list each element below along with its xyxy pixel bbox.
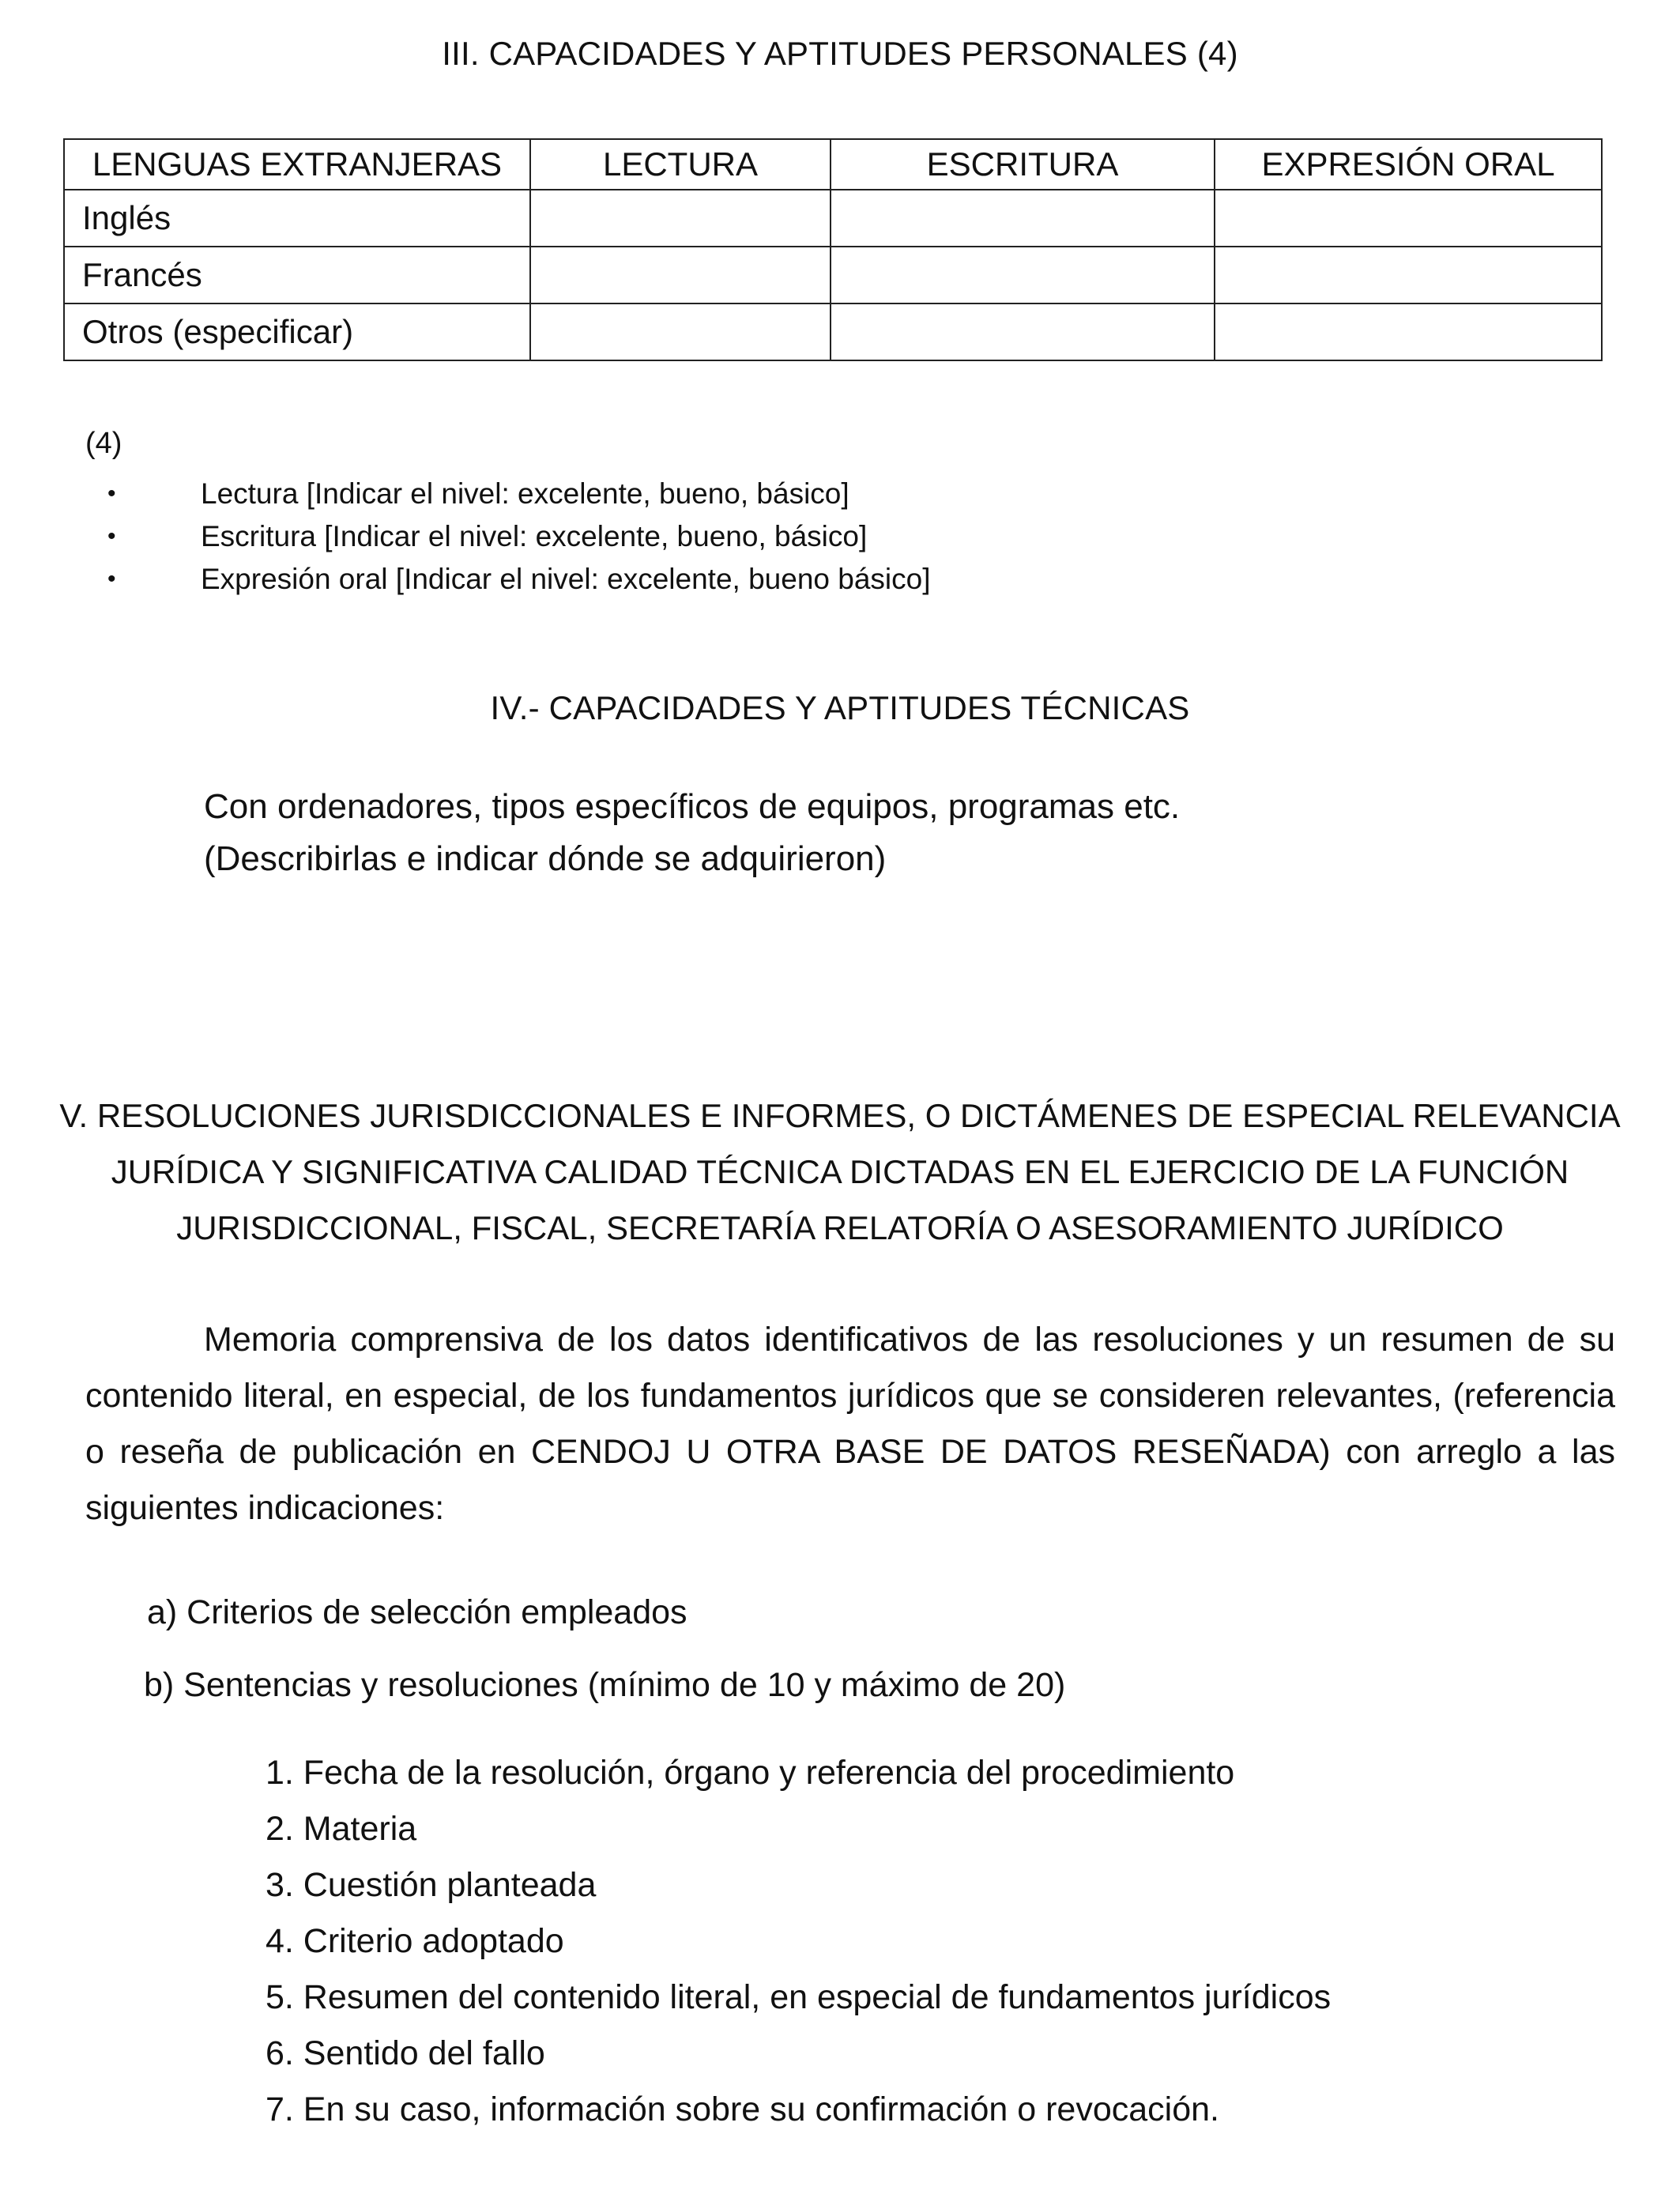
table-cell xyxy=(1215,303,1602,360)
table-cell xyxy=(831,303,1215,360)
list-item xyxy=(87,473,930,515)
section3-title: III. CAPACIDADES Y APTITUDES PERSONALES (4) xyxy=(442,35,1238,72)
languages-table xyxy=(63,138,1603,361)
list-item: 2. Materia xyxy=(266,1810,417,1848)
language-cell: Francés xyxy=(64,247,530,303)
paragraph-text: Memoria comprensiva de los datos identificativos de las resoluciones y un resumen de su contenido literal, en especial, de los fundamentos jurídicos que se consideren relevantes, (referencia o reseña de publicación en CENDOJ U OTRA BASE DE DATOS RESEÑADA) con arreglo a las siguientes indicaciones: xyxy=(85,1321,1615,1527)
language-cell: Otros (especificar) xyxy=(64,303,530,360)
language-cell: Inglés xyxy=(64,190,530,247)
list-item: 3. Cuestión planteada xyxy=(266,1866,597,1904)
list-item: 1. Fecha de la resolución, órgano y referencia del procedimiento xyxy=(266,1754,1235,1792)
bullet-icon: • xyxy=(107,566,116,592)
criterion-b: b) Sentencias y resoluciones (mínimo de 10 y máximo de 20) xyxy=(144,1666,1066,1704)
level-notes-list xyxy=(87,473,930,601)
column-header: ESCRITURA xyxy=(831,139,1215,190)
table-cell xyxy=(831,247,1215,303)
bullet-icon: • xyxy=(107,523,116,549)
list-item: 7. En su caso, información sobre su confirmación o revocación. xyxy=(266,2090,1219,2128)
table-cell xyxy=(1215,190,1602,247)
section5-paragraph xyxy=(85,1312,1615,1536)
section5-title xyxy=(0,1088,1680,1256)
column-header: EXPRESIÓN ORAL xyxy=(1215,139,1602,190)
table-cell xyxy=(1215,247,1602,303)
table-header-row xyxy=(64,139,1602,190)
list-item: 4. Criterio adoptado xyxy=(266,1922,564,1960)
section5-title-line: JURISDICCIONAL, FISCAL, SECRETARÍA RELATORÍA O ASESORAMIENTO JURÍDICO xyxy=(176,1209,1504,1246)
section5-title-line: V. RESOLUCIONES JURISDICCIONALES E INFORMES, O DICTÁMENES DE ESPECIAL RELEVANCIA xyxy=(59,1097,1621,1134)
table-cell xyxy=(831,190,1215,247)
table-row xyxy=(64,190,1602,247)
resolution-fields-list xyxy=(266,1745,1331,2138)
list-item: 5. Resumen del contenido literal, en especial de fundamentos jurídicos xyxy=(266,1978,1332,2016)
table-row xyxy=(64,247,1602,303)
list-item: 6. Sentido del fallo xyxy=(266,2034,545,2072)
note-text: Escritura [Indicar el nivel: excelente, bueno, básico] xyxy=(201,520,868,552)
column-header: LENGUAS EXTRANJERAS xyxy=(64,139,530,190)
table-cell xyxy=(530,247,831,303)
note-text: Expresión oral [Indicar el nivel: excelente, bueno básico] xyxy=(201,563,931,595)
section5-title-line: JURÍDICA Y SIGNIFICATIVA CALIDAD TÉCNICA DICTADAS EN EL EJERCICIO DE LA FUNCIÓN xyxy=(111,1153,1569,1190)
section4-title: IV.- CAPACIDADES Y APTITUDES TÉCNICAS xyxy=(490,689,1190,726)
section4-line-1: Con ordenadores, tipos específicos de equipos, programas etc. xyxy=(204,787,1181,826)
table-cell xyxy=(530,190,831,247)
section4-line-2: (Describirlas e indicar dónde se adquirieron) xyxy=(204,839,887,878)
list-item xyxy=(87,558,930,601)
criterion-a: a) Criterios de selección empleados xyxy=(147,1593,687,1631)
bullet-icon: • xyxy=(107,481,116,507)
column-header: LECTURA xyxy=(530,139,831,190)
table-row xyxy=(64,303,1602,360)
note-text: Lectura [Indicar el nivel: excelente, bueno, básico] xyxy=(201,477,849,510)
table-cell xyxy=(530,303,831,360)
list-item xyxy=(87,515,930,558)
footnote-marker: (4) xyxy=(85,427,122,460)
